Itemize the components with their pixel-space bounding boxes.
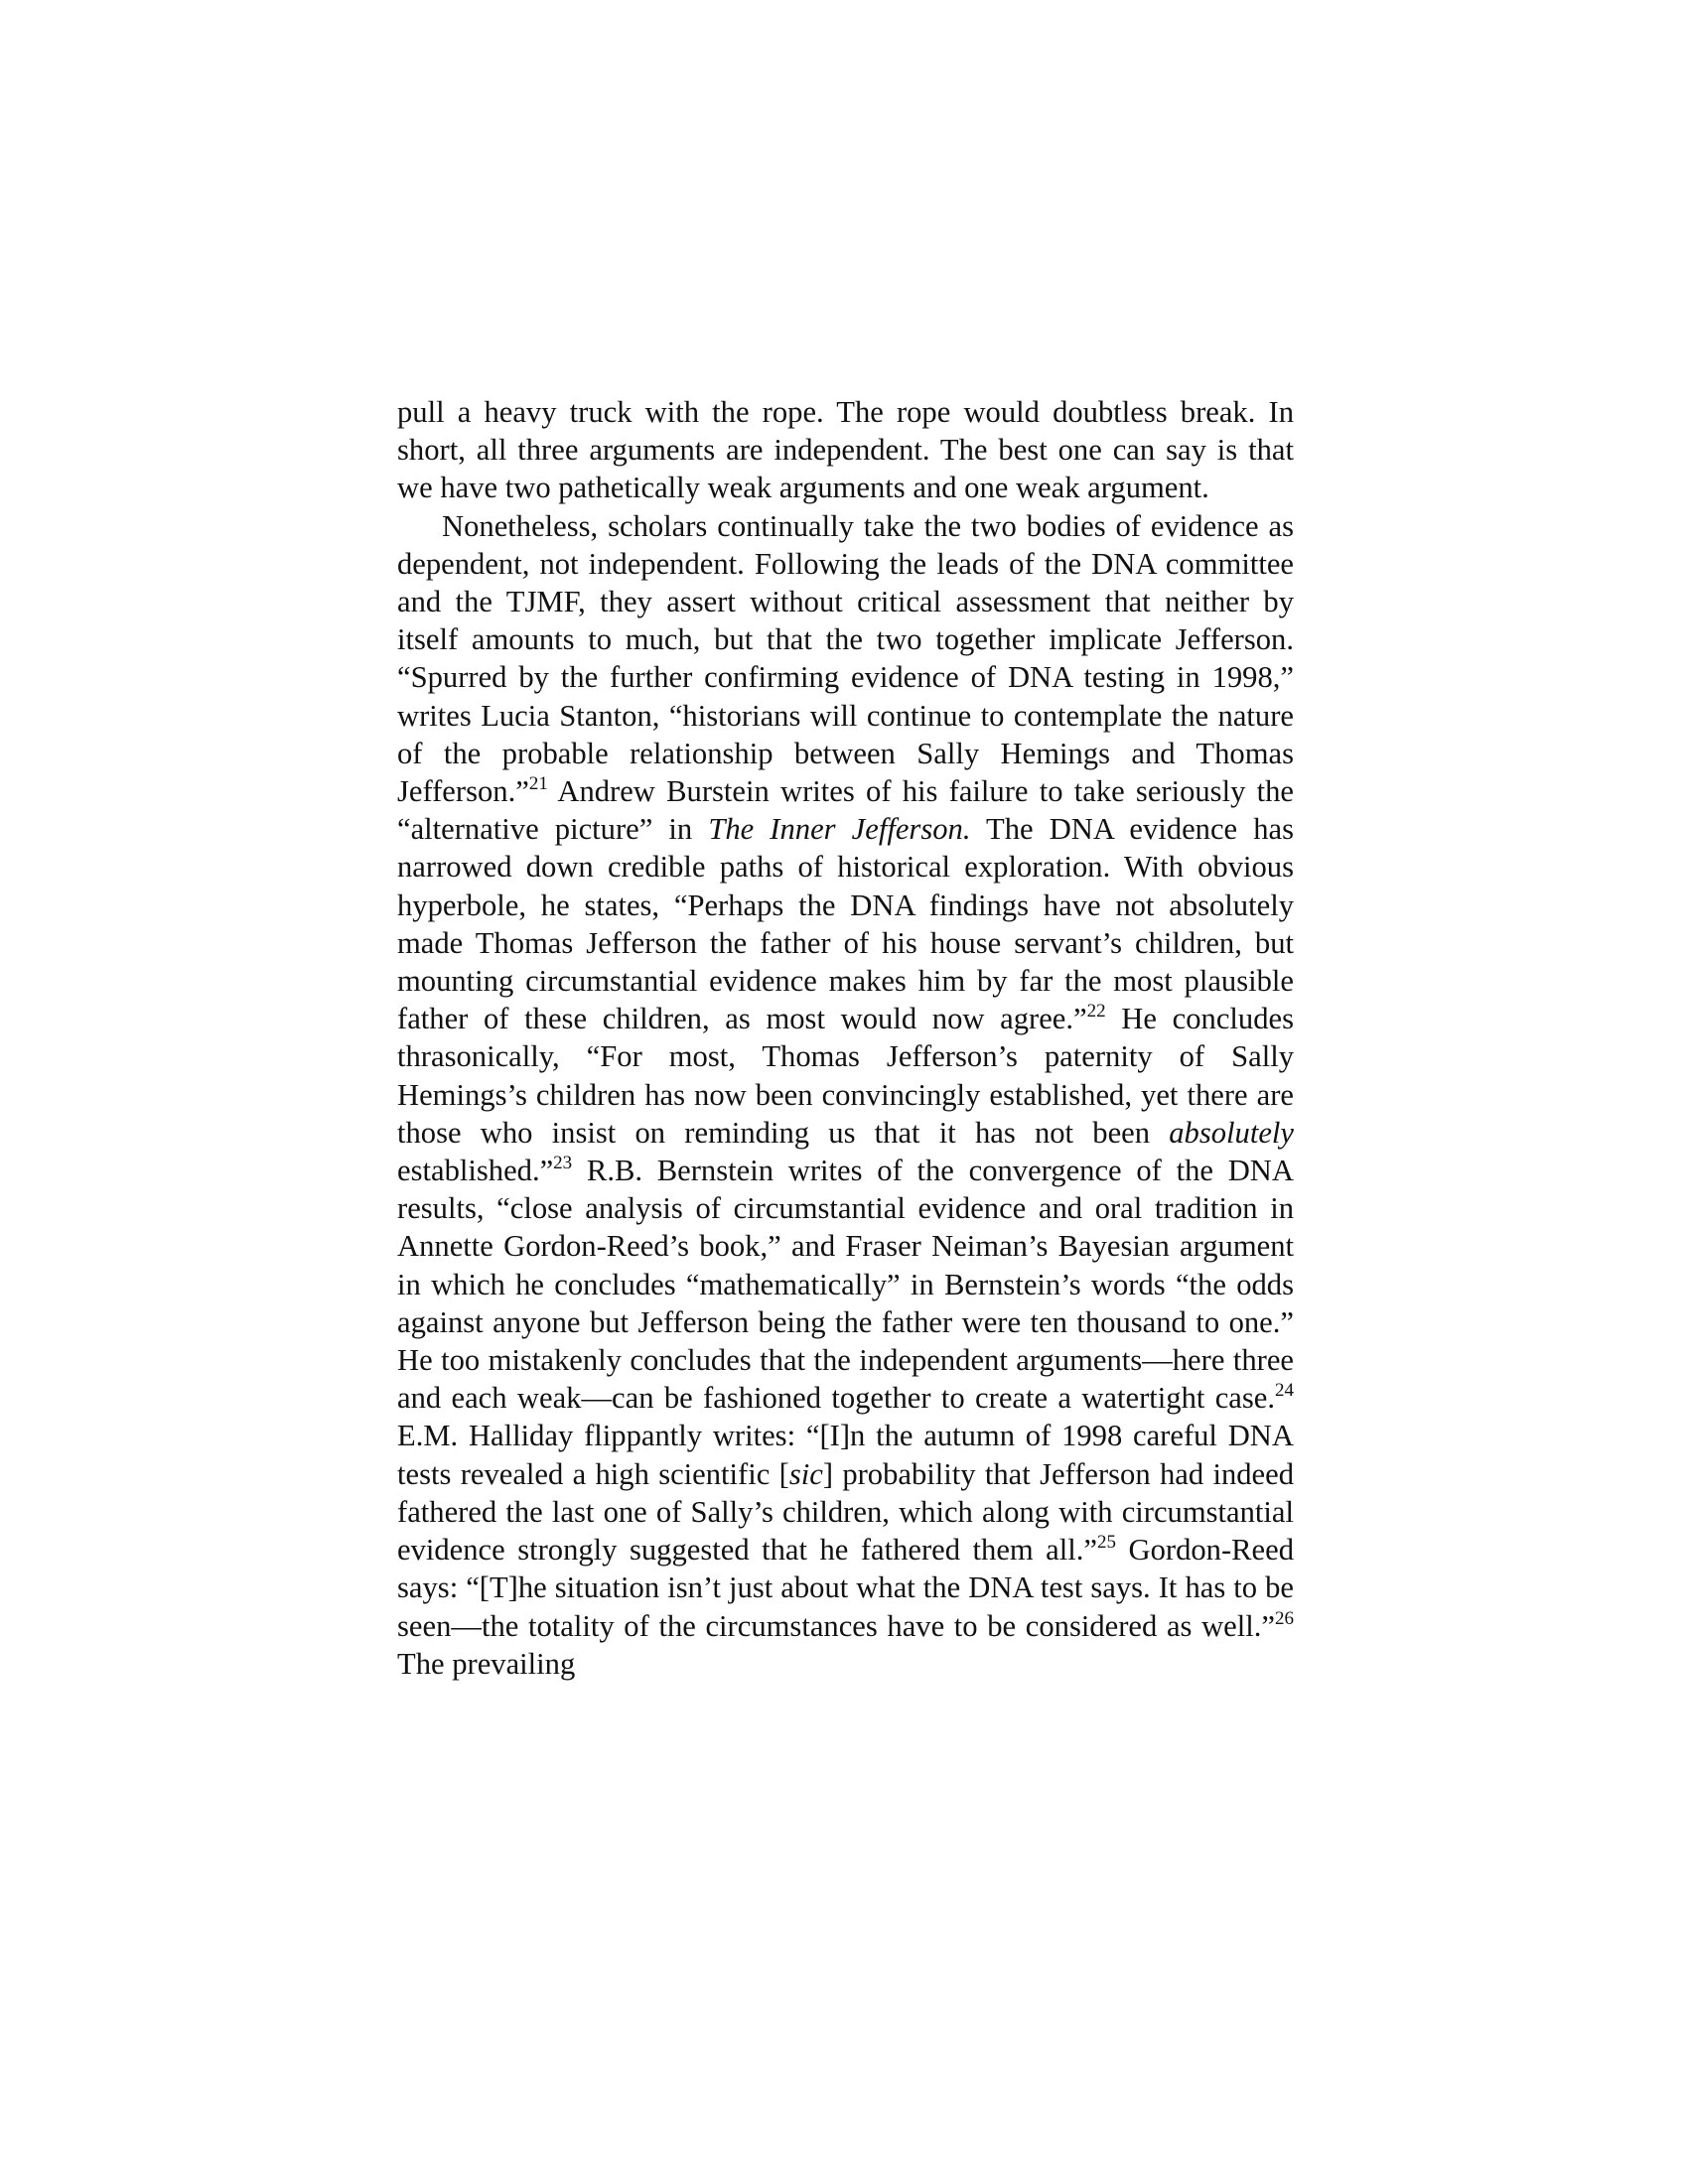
emphasis-absolutely: absolutely xyxy=(1169,1115,1294,1150)
footnote-ref-22: 22 xyxy=(1086,1001,1106,1023)
paragraph-continuation: pull a heavy truck with the rope. The rope would doubtless break. In short, all three arguments are independent. The best one can say is that we have two pathetically weak arguments and one weak argument. xyxy=(397,395,1294,505)
footnote-ref-21: 21 xyxy=(528,773,548,795)
footnote-ref-24: 24 xyxy=(1275,1380,1294,1402)
text-segment: R.B. Bernstein writes of the convergence of the DNA results, “close analysis of circumstantial evidence and oral tradition in Annette Gordon-Reed’s book,” and Fraser Neiman’s Bayesian argument in which he concludes “mathematically” in Bernstein’s words “the odds against anyone but Jefferson being the father were ten thousand to one.” He too mistakenly concludes that the independent arguments—here three and each weak—can be fashioned together to create a watertight case. xyxy=(397,1154,1294,1416)
text-segment: established.” xyxy=(397,1154,554,1188)
text-segment: Gordon-Reed says: “[T]he situation isn’t just about what the DNA test says. It has to be seen—the totality of the circumstances have to be considered as well.” xyxy=(397,1533,1295,1643)
footnote-ref-25: 25 xyxy=(1097,1532,1116,1554)
book-title: The Inner Jefferson. xyxy=(708,812,971,847)
text-segment: E.M. Halliday flippantly writes: “[I]n the autumn of 1998 careful DNA tests revealed a high scientific [ xyxy=(397,1419,1294,1491)
footnote-ref-23: 23 xyxy=(553,1153,573,1174)
body-text xyxy=(397,393,1294,1683)
emphasis-sic: sic xyxy=(788,1456,823,1491)
text-segment: ] probability that Jefferson had indeed fathered the last one of Sally’s children, which along with circumstantial evidence strongly suggested that he fathered them all.” xyxy=(397,1456,1294,1568)
text-segment: The DNA evidence has narrowed down credible paths of historical exploration. With obvious hyperbole, he states, “Perhaps the DNA findings have not absolutely made Thomas Jefferson the father of his house servant’s children, but mounting circumstantial evidence makes him by far the most plausible father of these children, as most would now agree.” xyxy=(397,812,1295,1036)
text-segment: Nonetheless, scholars continually take the two bodies of evidence as dependent, not independent. Following the leads of the DNA committee and the TJMF, they assert without critical assessment that neither by itself amounts to much, but that the two together implicate Jefferson. “Spurred by the further confirming evidence of DNA testing in 1998,” writes Lucia Stanton, “historians will continue to contemplate the nature of the probable relationship between Sally Hemings and Thomas Jefferson.” xyxy=(397,508,1294,809)
paragraph-main xyxy=(397,507,1294,1683)
text-segment: The prevailing xyxy=(397,1646,576,1681)
text-segment: Andrew Burstein writes of his failure to take seriously the “alternative picture” in xyxy=(397,774,1294,847)
text-segment: He concludes thrasonically, “For most, Thomas Jefferson’s paternity of Sally Hemings’s children has now been convincingly established, yet there are those who insist on reminding us that it has not been xyxy=(397,1002,1294,1150)
footnote-ref-26: 26 xyxy=(1275,1607,1294,1629)
